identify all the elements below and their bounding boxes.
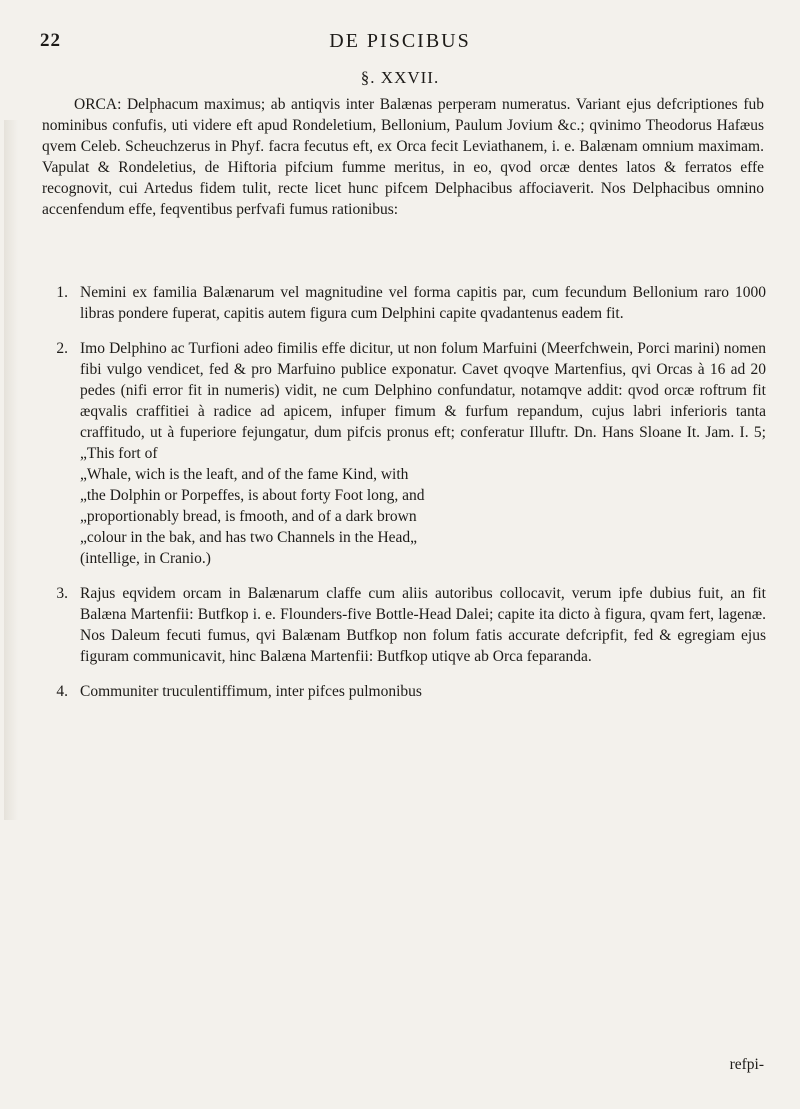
numbered-list <box>42 282 766 702</box>
item-number: 3. <box>56 585 68 602</box>
item-number: 2. <box>56 340 68 357</box>
page-edge-shadow <box>4 120 18 820</box>
list-item <box>42 282 766 324</box>
list-item <box>42 583 766 667</box>
item-text <box>80 338 766 569</box>
item-number: 1. <box>56 284 68 301</box>
running-head: DE PISCIBUS <box>329 30 471 52</box>
item-text: Nemini ex familia Balænarum vel magnitudine vel forma capitis par, cum fecundum Bellonium raro 1000 libras pondere fuperat, capitis autem figura cum Delphini capite qvadantenus eadem fit. <box>80 284 766 322</box>
intro-paragraph: ORCA: Delphacum maximus; ab antiqvis inter Balænas perperam numeratus. Variant ejus defcriptiones fub nominibus confufis, uti videre eft apud Rondeletium, Bellonium, Paulum Jovium &c.; qvinimo Theodorus Hafæus qvem Celeb. Scheuchzerus in Phyf. facra fecutus eft, ex Orca fecit Leviathanem, i. e. Balænam omnium maximam. Vapulat & Rondeletius, de Hiftoria pifcium fumme meritus, in eo, qvod orcæ dentes latos & ferratos effe recognovit, cui Artedus fidem tulit, recte licet hunc pifcem Delphacibus affociaverit. Nos Delphacibus omnino accenfendum effe, feqventibus perfvafi fumus rationibus: <box>42 96 764 218</box>
quote-line: „proportionably bread, is fmooth, and of a dark brown <box>80 508 417 525</box>
quote-line: „the Dolphin or Porpeffes, is about forty Foot long, and <box>80 487 425 504</box>
item-body: Imo Delphino ac Turfioni adeo fimilis effe dicitur, ut non folum Marfuini (Meerfchwein, Porci marini) nomen fibi vulgo vendicet, fed & pro Marfuino publice exponatur. Cavet qvoqve Martenfius, qvi Orcas à 16 ad 20 pedes (nifi error fit in numeris) vidit, ne cum Delphino confundatur, notamqve addit: qvod orcæ roftrum fit æqvalis craffitiei à radice ad apicem, infuper fimum & furfum repandum, cujus labri inferioris tanta craffitudo, ut à fuperiore fejungatur, dum pifcis pronus eft; conferatur Illuftr. Dn. Hans Sloane It. Jam. I. 5; „This fort of <box>80 340 766 462</box>
page-number: 22 <box>40 30 61 51</box>
catchword: refpi- <box>729 1056 764 1073</box>
quote-line: „Whale, wich is the leaft, and of the fame Kind, with <box>80 466 409 483</box>
item-number: 4. <box>56 683 68 700</box>
item-text: Communiter truculentiffimum, inter pifces pulmonibus <box>80 683 422 700</box>
list-item <box>42 338 766 569</box>
list-item <box>42 681 766 702</box>
quote-line: „colour in the bak, and has two Channels in the Head„ <box>80 529 418 546</box>
section-title: §. XXVII. <box>360 68 440 87</box>
quote-line: (intellige, in Cranio.) <box>80 550 211 567</box>
item-text: Rajus eqvidem orcam in Balænarum claffe cum aliis autoribus collocavit, verum ipfe dubius fuit, an fit Balæna Martenfii: Butfkop i. e. Flounders-five Bottle-Head Dalei; capite ita dicto à figura, qvam fert, lagenæ. Nos Daleum fecuti fumus, qvi Balænam Butfkop non folum fatis accurate defcripfit, fed & egregiam ejus figuram communicavit, hinc Balæna Martenfii: Butfkop utiqve ab Orca feparanda. <box>80 585 766 665</box>
